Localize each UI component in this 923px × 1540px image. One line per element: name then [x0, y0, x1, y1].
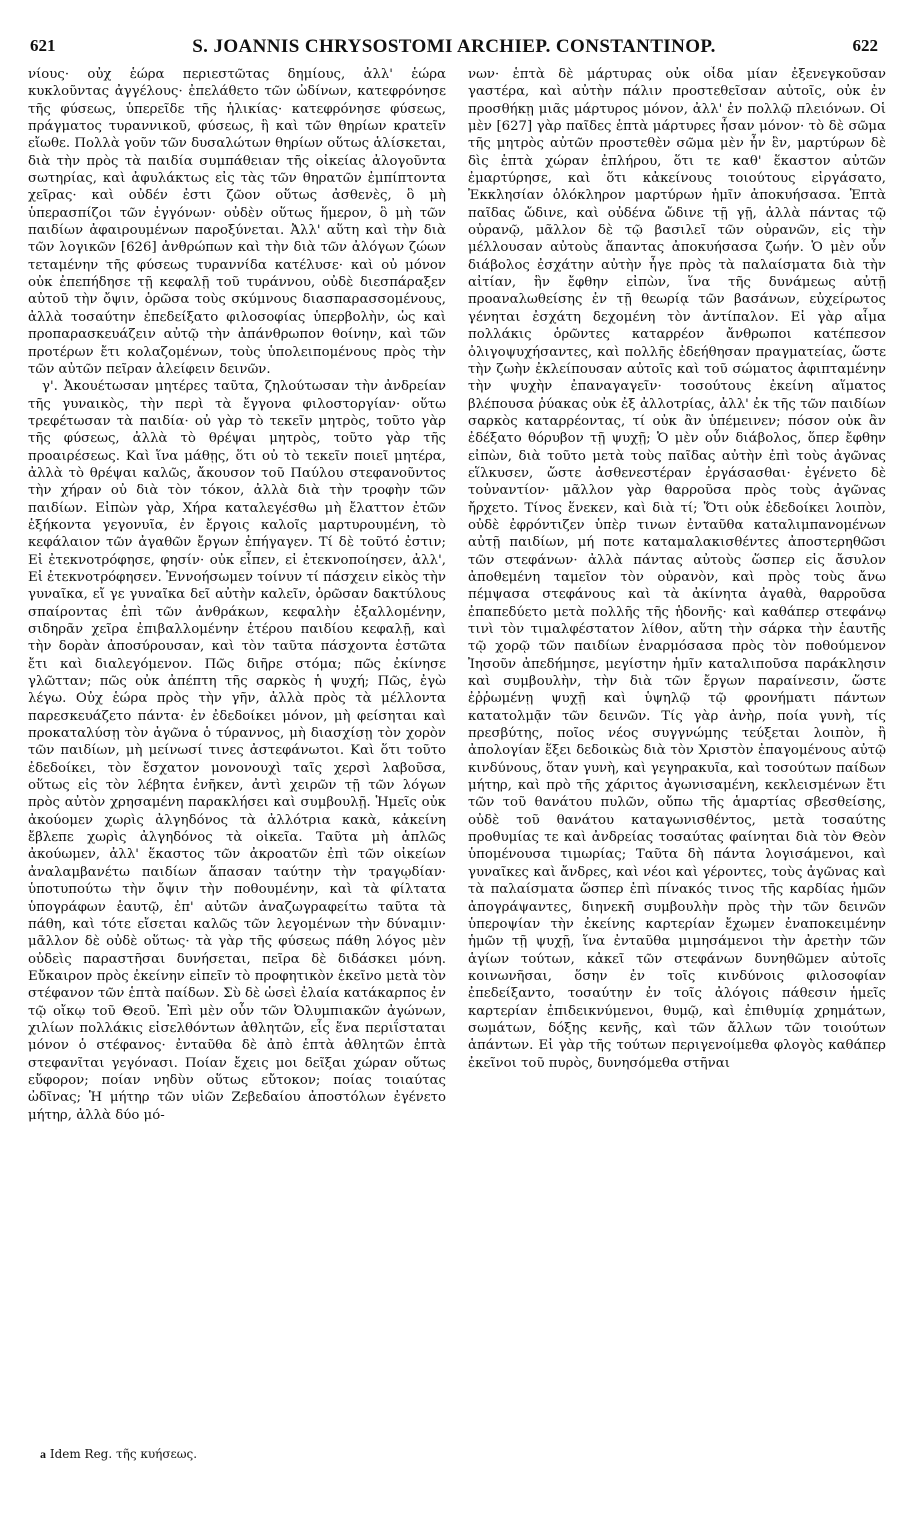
paragraph: νίους· οὐχ ἑώρα περιεστῶτας δημίους, ἀλλ' ἑώρα κυκλοῦντας ἀγγέλους· ἐπελάθετο τῶν ὠδίνων, κατεφρόνησε τῆς φύσεως, ὑπερεῖδε τῆς ἡλικίας· κατεφρόνησε φύσεως, πράγματος τυραννικοῦ, φύσεως, ἣ καὶ τῶν θηρίων κρατεῖν εἴωθε. Πολλὰ γοῦν τῶν δυσαλώτων θηρίων οὕτως ἁλίσκεται, διὰ τὴν πρὸς τὰ παιδία συμπάθειαν τῆς οἰκείας ἀλογοῦντα σωτηρίας, καὶ ἀφυλάκτως εἰς τὰς τῶν θηρατῶν ἐμπίπτοντα χεῖρας· καὶ οὐδέν ἐστι ζῶον οὕτως ἀσθενὲς, ὃ μὴ ὑπερασπίζοι τῶν ἐγγόνων· οὐδὲν οὕτως ἥμερον, ὃ μὴ τῶν παιδίων ἀφαιρουμένων παροξύνεται. Ἀλλ' αὕτη καὶ τὴν διὰ τῶν λογικῶν [626] ἀνθρώπων καὶ τὴν διὰ τῶν ἀλόγων ζώων τεταμένην τῆς φύσεως τυραννίδα κατέλυσε· καὶ οὐ μόνον οὐκ ἐπεπήδησε τῇ κεφαλῇ τοῦ τυράννου, οὐδὲ διεσπάραξεν αὐτοῦ τὴν ὄψιν, ὁρῶσα τοὺς σκύμνους διασπαρασσομένους, ἀλλὰ τοσαύτην ἐπεδείξατο φιλοσοφίας ὑπερβολὴν, ὡς καὶ προπαρασκευάζειν αὐτῷ τὴν ἀπάνθρωπον θοίνην, καὶ τῶν προτέρων ἔτι κολαζομένων, τοὺς ὑπολειπομένους πρὸς τὴν τῶν αὐτῶν πεῖραν ἀλείφειν δεινῶν. [28, 67, 446, 377]
running-title: S. JOANNIS CHRYSOSTOMI ARCHIEP. CONSTANTINOP. [192, 36, 716, 57]
footnote [40, 1446, 440, 1462]
paragraph: γ'. Ἀκουέτωσαν μητέρες ταῦτα, ζηλούτωσαν τὴν ἀνδρείαν τῆς γυναικὸς, τὴν περὶ τὰ ἔγγονα φιλοστοργίαν· οὕτω τρεφέτωσαν τὰ παιδία· οὐ γὰρ τὸ τεκεῖν μητρὸς, τοῦτο γὰρ τῆς φύσεως, ἀλλὰ τὸ θρέψαι μητρὸς, τοῦτο γὰρ τῆς προαιρέσεως. Καὶ ἵνα μάθῃς, ὅτι οὐ τὸ τεκεῖν ποιεῖ μητέρα, ἀλλὰ τὸ θρέψαι καλῶς, ἄκουσον τοῦ Παύλου στεφανοῦντος τὴν χήραν οὐ διὰ τὸν τόκον, ἀλλὰ διὰ τὴν τροφὴν τῶν παιδίων. Εἰπὼν γὰρ, Χήρα καταλεγέσθω μὴ ἔλαττον ἐτῶν ἑξήκοντα γεγονυῖα, ἐν ἔργοις καλοῖς μαρτυρουμένη, τὸ κεφάλαιον τῶν ἀγαθῶν ἔργων ἐπήγαγεν. Τί δὲ τοῦτό ἐστιν; Εἰ ἐτεκνοτρόφησε, φησίν· οὐκ εἶπεν, εἰ ἐτεκνοποίησεν, ἀλλ', Εἰ ἐτεκνοτρόφησεν. Ἐννοήσωμεν τοίνυν τί πάσχειν εἰκὸς τὴν γυναῖκα, εἴ γε γυναῖκα δεῖ αὐτὴν καλεῖν, ὁρῶσαν δακτύλους σπαίροντας ἐπὶ τῶν ἀνθράκων, κεφαλὴν ἐξαλλομένην, σιδηρᾶν χεῖρα ἐπιβαλλομένην ἑτέρου παιδίου κεφαλῇ, καὶ τὴν δορὰν ἀποσύρουσαν, καὶ τὸν ταῦτα πάσχοντα ἑστῶτα ἔτι καὶ διαλεγόμενον. Πῶς διῆρε στόμα; πῶς ἐκίνησε γλῶτταν; πῶς οὐκ ἀπέπτη τῆς σαρκὸς ἡ ψυχή; Πῶς, ἐγὼ λέγω. Οὐχ ἑώρα πρὸς τὴν γῆν, ἀλλὰ πρὸς τὰ μέλλοντα παρεσκευάζετο πάντα· ἐν ἐδεδοίκει μόνον, μὴ φείσηται καὶ προκαταλύσῃ τὸν ἀγῶνα ὁ τύραννος, μὴ διασχίσῃ τὸν χορὸν τῶν παιδίων, μὴ μείνωσί τινες ἀστεφάνωτοι. Καὶ ὅτι τοῦτο ἐδεδοίκει, τὸν ἔσχατον μονονουχὶ ταῖς χερσὶ λαβοῦσα, οὕτως εἰς τὸν λέβητα ἐνῆκεν, ἀντὶ χειρῶν τῇ τῶν λόγων πρὸς αὐτὸν χρησαμένη παρακλήσει καὶ συμβουλῇ. Ἡμεῖς οὐκ ἀκούομεν χωρὶς ἀλγηδόνος τὰ ἀλλότρια κακὰ, κἀκείνη ἔβλεπε χωρὶς ἀλγηδόνος τὰ οἰκεῖα. Ταῦτα μὴ ἁπλῶς ἀκούωμεν, ἀλλ' ἕκαστος τῶν ἀκροατῶν ἐπὶ τῶν οἰκείων ἀναλαμβανέτω παιδίων ἅπασαν ταύτην τὴν τραγῳδίαν· ὑποτυπούτω τὴν ὄψιν τὴν ποθουμένην, καὶ τὰ φίλτατα ὑπογράφων ἑαυτῷ, ἐπ' αὐτῶν ἀναζωγραφείτω ταῦτα τὰ πάθη, καὶ τότε εἴσεται καλῶς τῶν λεγομένων τὴν δύναμιν· μᾶλλον δὲ οὐδὲ οὕτως· τὰ γὰρ τῆς φύσεως πάθη λόγος μὲν οὐδεὶς παραστῆσαι δυνήσεται, πεῖρα δὲ διδάσκει μόνη. Εὔκαιρον πρὸς ἐκείνην εἰπεῖν τὸ προφητικὸν ἐκεῖνο μετὰ τὸν στέφανον τῶν ἑπτὰ παίδων. Σὺ δὲ ὡσεὶ ἐλαία κατάκαρπος ἐν τῷ οἴκῳ τοῦ Θεοῦ. Ἐπὶ μὲν οὖν τῶν Ὀλυμπιακῶν ἀγώνων, χιλίων πολλάκις εἰσελθόντων ἀθλητῶν, εἷς ἕνα περιΐσταται μόνον ὁ στέφανος· ἐνταῦθα δὲ ἀπὸ ἑπτὰ ἀθλητῶν ἑπτὰ στεφανῖται γεγόνασι. Ποίαν ἔχεις μοι δεῖξαι χώραν οὕτως εὔφορον; ποίαν νηδὺν οὕτως εὔτοκον; ποίας τοιαύτας ὠδῖνας; Ἡ μήτηρ τῶν υἱῶν Ζεβεδαίου ἀποστόλων ἐγένετο μήτηρ, ἀλλὰ δύο μό- [28, 379, 446, 1123]
footnote-text: Idem Reg. τῆς κυήσεως. [49, 1447, 198, 1461]
page-number-right: 622 [852, 36, 878, 55]
right-text-column [468, 66, 886, 1466]
left-text-column [28, 66, 446, 1466]
page-number-left: 621 [30, 36, 56, 55]
footnote-marker: a [40, 1447, 46, 1461]
paragraph: νων· ἑπτὰ δὲ μάρτυρας οὐκ οἶδα μίαν ἐξενεγκοῦσαν γαστέρα, καὶ αὐτὴν πάλιν προστεθεῖσαν αὐτοῖς, οὐκ ἐν προσθήκῃ μιᾶς μάρτυρος μόνον, ἀλλ' ἐν πολλῷ πλειόνων. Οἱ μὲν [627] γὰρ παῖδες ἑπτὰ μάρτυρες ἦσαν μόνον· τὸ δὲ σῶμα τῆς μητρὸς αὐτῶν προστεθὲν σῶμα μὲν ἦν ἓν, μαρτύρων δὲ δὶς ἑπτὰ χώραν ἐπλήρου, ὅτι τε καθ' ἕκαστον αὐτῶν ἐμαρτύρησε, καὶ ὅτι κἀκείνους τοιούτους εἰργάσατο, Ἐκκλησίαν ὁλόκληρον μαρτύρων ἡμῖν ἀποκυήσασα. Ἑπτὰ παῖδας ὤδινε, καὶ οὐδένα ὤδινε τῇ γῇ, ἀλλὰ πάντας τῷ οὐρανῷ, μᾶλλον δὲ τῷ βασιλεῖ τῶν οὐρανῶν, εἰς τὴν μέλλουσαν αὐτοὺς ἅπαντας ἀποκυήσασα ζωήν. Ὁ μὲν οὖν διάβολος ἐσχάτην αὐτὴν ἦγε πρὸς τὰ παλαίσματα διὰ τὴν αἰτίαν, ἣν ἔφθην εἰπὼν, ἵνα τῆς δυνάμεως αὐτῇ προαναλωθείσης ἐν τῇ θεωρίᾳ τῶν βασάνων, εὐχείρωτος γένηται ἐσχάτη δεχομένη τὸν ἀντίπαλον. Εἰ γὰρ αἷμα πολλάκις ὁρῶντες καταρρέον ἄνθρωποι κατέπεσον ὀλιγοψυχήσαντες, καὶ πολλῆς ἐδεήθησαν πραγματείας, ὥστε τὴν ζωὴν ἐκλείπουσαν αὐτοῖς καὶ τοῦ σώματος ἀφιπταμένην τὴν ψυχὴν ἐπαναγαγεῖν· τοσούτους ἐκείνη αἵματος βλέπουσα ῥύακας οὐκ ἐξ ἀλλοτρίας, ἀλλ' ἐκ τῆς τῶν παιδίων σαρκὸς καταρρέοντας, τί οὐκ ἂν ὑπέμεινεν; πόσον οὐκ ἂν ἐδέξατο θόρυβον τῇ ψυχῇ; Ὁ μὲν οὖν διάβολος, ὅπερ ἔφθην εἰπὼν, διὰ τοῦτο μετὰ τοὺς παῖδας αὐτὴν ἐπὶ τοὺς ἀγῶνας εἵλκυσεν, ὥστε ἀσθενεστέραν ἐργάσασθαι· ἐγένετο δὲ τοὐναντίον· μᾶλλον γὰρ θαρροῦσα πρὸς τοὺς ἀγῶνας ἤρχετο. Τίνος ἕνεκεν, καὶ διὰ τί; Ὅτι οὐκ ἐδεδοίκει λοιπὸν, οὐδὲ ἐφρόντιζεν ὑπὲρ τινων ἐνταῦθα καταλιμπανομένων αὐτῇ παιδίων, μή ποτε καταμαλακισθέντες ἀποστερηθῶσι τῶν στεφάνων· ἀλλὰ πάντας αὐτοὺς ὥσπερ εἰς ἄσυλον ἀποθεμένη ταμεῖον τὸν οὐρανὸν, καὶ πρὸς τοὺς ἄνω πέμψασα στεφάνους καὶ τὰ ἀκίνητα ἀγαθὰ, θαρροῦσα ἐπαπεδύετο μετὰ πολλῆς τῆς ἡδονῆς· καὶ καθάπερ στεφάνῳ τινὶ τὸν τιμαλφέστατον λίθον, αὕτη τὴν σάρκα τὴν ἑαυτῆς τῷ χορῷ τῶν παιδίων ἐναρμόσασα πρὸς τὸν ποθούμενον Ἰησοῦν ἀπεδήμησε, μεγίστην ἡμῖν καταλιποῦσα παράκλησιν καὶ συμβουλὴν, τὴν διὰ τῶν ἔργων παραίνεσιν, ὥστε ἐῤῥωμένῃ ψυχῇ καὶ ὑψηλῷ τῷ φρονήματι πάντων κατατολμᾷν τῶν δεινῶν. Τίς γὰρ ἀνὴρ, ποία γυνὴ, τίς πρεσβύτης, ποῖος νέος συγγνώμης τεύξεται λοιπὸν, ἢ ἀπολογίαν ἕξει δεδοικὼς διὰ τὸν Χριστὸν ἐπαγομένους αὐτῷ κινδύνους, ὅταν γυνὴ, καὶ γεγηρακυῖα, καὶ τοσούτων παίδων μήτηρ, καὶ πρὸ τῆς χάριτος ἀγωνισαμένη, κεκλεισμένων ἔτι τῶν τοῦ θανάτου πυλῶν, οὔπω τῆς ἁμαρτίας σβεσθείσης, οὐδὲ τοῦ θανάτου καταγωνισθέντος, μετὰ τοσαύτης προθυμίας τε καὶ ἀνδρείας τοσαύτας φαίνηται διὰ τὸν Θεὸν ὑπομένουσα τιμωρίας; Ταῦτα δὴ πάντα λογισάμενοι, καὶ γυναῖκες καὶ ἄνδρες, καὶ νέοι καὶ γέροντες, τοὺς ἀγῶνας καὶ τὰ παλαίσματα ὥσπερ ἐπὶ πίνακός τινος τῆς καρδίας ἡμῶν ἀπογράψαντες, διηνεκῆ συμβουλὴν πρὸς τὴν τῶν δεινῶν ὑπεροψίαν τὴν ἐκείνης καρτερίαν ἔχωμεν ἐναποκειμένην ἡμῶν τῇ ψυχῇ, ἵνα ἐνταῦθα μιμησάμενοι τὴν ἀρετὴν τῶν ἁγίων τούτων, κἀκεῖ τῶν στεφάνων δυνηθῶμεν αὐτοῖς κοινωνῆσαι, ὅσην ἐν τοῖς κινδύνοις φιλοσοφίαν ἐπεδείξαντο, τοσαύτην ἐν τοῖς ἀλόγοις πάθεσιν ἡμεῖς καρτερίαν ἐπιδεικνύμενοι, θυμῷ, καὶ ἐπιθυμίᾳ χρημάτων, σωμάτων, δόξης κενῆς, καὶ τῶν ἄλλων τῶν τοιούτων ἁπάντων. Εἰ γὰρ τῆς τούτων περιγενοίμεθα φλογὸς καθάπερ ἐκεῖνοι τοῦ πυρὸς, δυνησόμεθα στῆναι [468, 67, 886, 1071]
running-header [30, 36, 878, 60]
